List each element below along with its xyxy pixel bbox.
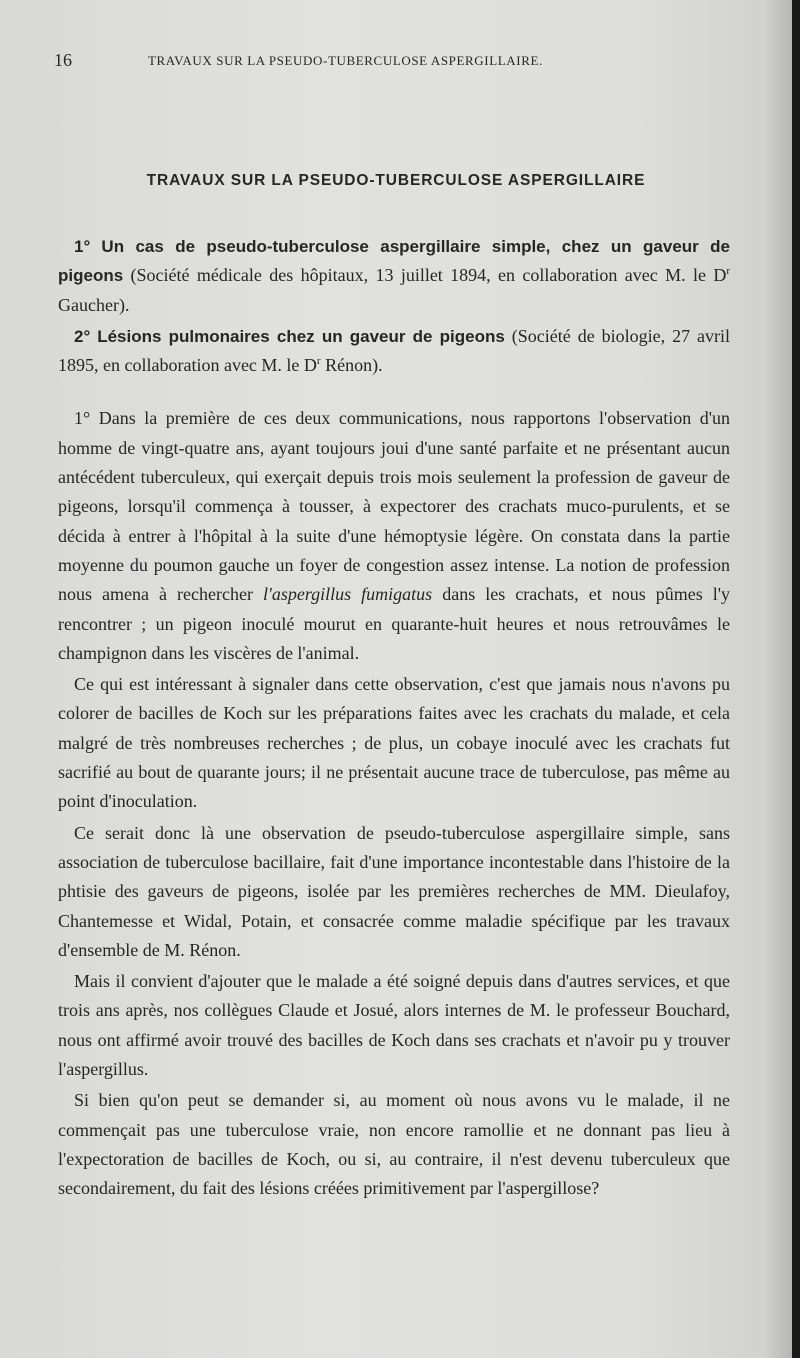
reference-1-details-end: Gaucher). <box>58 294 130 315</box>
paragraph-2: Ce qui est intéressant à signaler dans cette observation, c'est que jamais nous n'avons pu colorer de bacilles de Koch sur les préparations faites avec les crachats du malade, et cela malgré de très nombreuses recherches ; de plus, un cobaye inoculé avec les crachats fut sacrifié au bout de quarante jours; il ne présentait aucune trace de tuberculose, pas même au point d'inoculation. <box>58 674 730 812</box>
reference-1-sup: r <box>726 265 730 278</box>
page-body <box>58 232 730 1204</box>
paragraph-3: Ce serait donc là une observation de pseudo-tuberculose aspergillaire simple, sans association de tuberculose bacillaire, fait d'une importance incontestable dans l'histoire de la phtisie des gaveurs de pigeons, isolée par les premières recherches de MM. Dieulafoy, Chantemesse et Widal, Potain, et consacrée comme maladie spécifique par les travaux d'ensemble de M. Rénon. <box>58 822 730 960</box>
reference-1-number: 1° <box>74 237 91 256</box>
paragraph-4: Mais il convient d'ajouter que le malade a été soigné depuis dans d'autres services, et que trois ans après, nos collègues Claude et Josué, alors internes de M. le professeur Bouchard, nous ont affirmé avoir trouvé des bacilles de Koch dans ses crachats et n'avoir pu y trouver l'aspergillus. <box>58 971 730 1080</box>
page-number: 16 <box>54 50 72 70</box>
paragraph-1-italic: l'aspergillus fumigatus <box>262 584 433 605</box>
reference-2-number: 2° <box>74 326 91 346</box>
reference-2-details: (Société de biologie, 27 avril 1895, en collaboration avec M. le D <box>58 325 730 376</box>
page-edge-shadow <box>764 0 792 1358</box>
paragraph-1 <box>58 404 730 668</box>
reference-2 <box>58 322 730 381</box>
section-title: TRAVAUX SUR LA PSEUDO-TUBERCULOSE ASPERGILLAIRE <box>146 172 646 189</box>
paragraph-5: Si bien qu'on peut se demander si, au moment où nous avons vu le malade, il ne commençait pas une tuberculose vraie, non encore ramollie et ne donnant pas lieu à l'expectoration de bacilles de Koch, ou si, au contraire, il n'est devenu tuberculeux que secondairement, du fait des lésions créées primitivement par l'aspergillose? <box>58 1090 730 1199</box>
paragraph-1-text-b: dans les crachats, et nous pûmes l'y rencontrer ; un pigeon inoculé mourut en quarante-huit heures et nous retrouvâmes le champignon dans les viscères de l'animal. <box>58 584 730 663</box>
paragraph-1-text-a: 1° Dans la première de ces deux communications, nous rapportons l'observation d'un homme de vingt-quatre ans, ayant toujours joui d'une santé parfaite et ne présentant aucun antécédent tuberculeux, qui exerçait depuis trois mois seulement la profession de gaveur de pigeons, lorsqu'il commença à tousser, à expectorer des crachats muco-purulents, et se décida à entrer à l'hôpital à la suite d'une hémoptysie légère. On constata dans la partie moyenne du poumon gauche un foyer de congestion assez intense. La notion de profession nous amena à rechercher <box>58 408 730 605</box>
reference-1-title: Un cas de pseudo-tuberculose aspergillaire simple, chez un gaveur de pigeons <box>58 237 730 286</box>
running-title: TRAVAUX SUR LA PSEUDO-TUBERCULOSE ASPERGILLAIRE. <box>148 53 543 68</box>
reference-1 <box>58 232 730 320</box>
running-header <box>54 50 734 74</box>
reference-2-title: Lésions pulmonaires chez un gaveur de pigeons <box>97 326 505 346</box>
reference-1-details: (Société médicale des hôpitaux, 13 juillet 1894, en collaboration avec M. le D <box>123 265 727 286</box>
reference-2-details-end: Rénon). <box>320 355 383 376</box>
reference-2-sup: r <box>316 355 321 368</box>
